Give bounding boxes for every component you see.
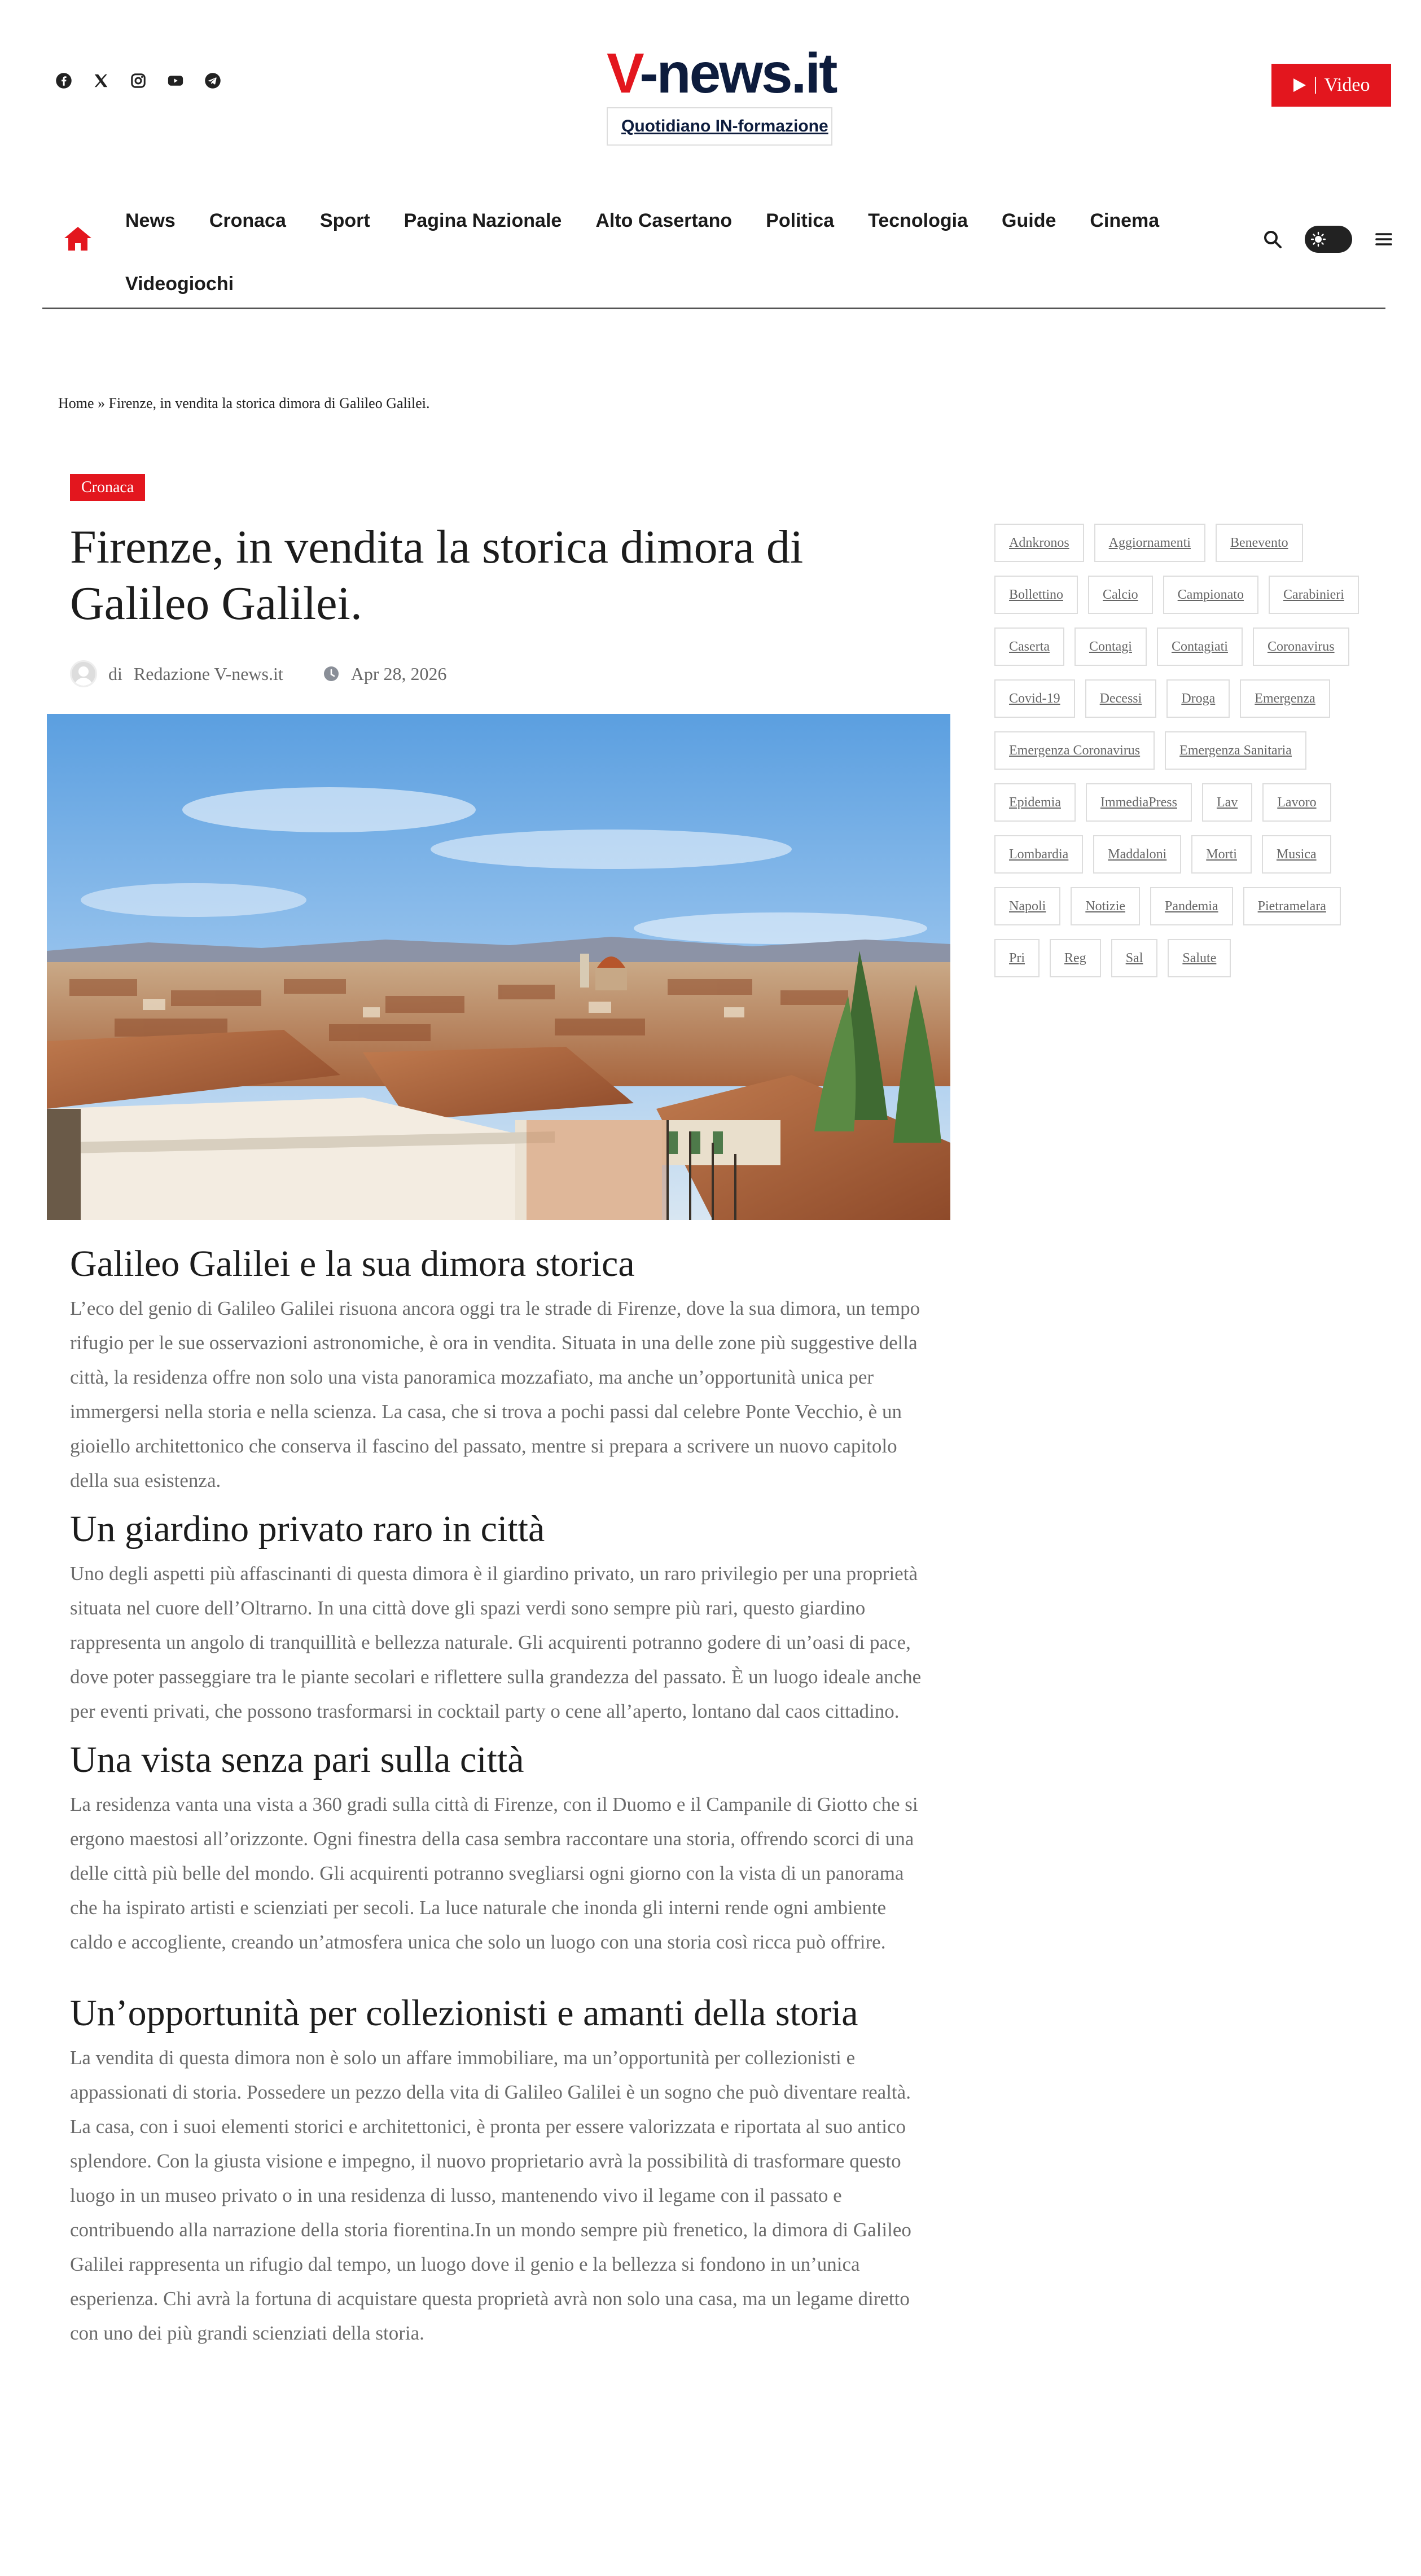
facebook-icon[interactable] xyxy=(55,72,72,89)
tag-maddaloni[interactable]: Maddaloni xyxy=(1093,835,1181,874)
nav-item-alto-casertano[interactable]: Alto Casertano xyxy=(595,209,733,231)
tag-lavoro[interactable]: Lavoro xyxy=(1262,783,1331,822)
dark-mode-toggle[interactable] xyxy=(1305,226,1352,253)
tag-contagiati[interactable]: Contagiati xyxy=(1157,627,1243,666)
sun-icon xyxy=(1310,231,1326,247)
tag-lombardia[interactable]: Lombardia xyxy=(994,835,1083,874)
tag-pietramelara[interactable]: Pietramelara xyxy=(1243,887,1341,925)
video-button[interactable] xyxy=(1271,64,1391,107)
section-heading-3: Una vista senza pari sulla città xyxy=(70,1739,524,1780)
header-divider xyxy=(42,308,1385,309)
telegram-icon[interactable] xyxy=(204,72,221,89)
main-nav-row-1 xyxy=(125,189,1164,252)
nav-item-politica[interactable]: Politica xyxy=(766,209,835,231)
nav-item-guide[interactable]: Guide xyxy=(1002,209,1056,231)
search-icon[interactable] xyxy=(1263,230,1282,249)
video-button-label: Video xyxy=(1324,74,1370,95)
nav-item-cronaca[interactable]: Cronaca xyxy=(209,209,286,231)
nav-item-videogiochi[interactable]: Videogiochi xyxy=(125,273,234,295)
author-avatar[interactable] xyxy=(70,660,97,687)
tag-morti[interactable]: Morti xyxy=(1191,835,1252,874)
tag-emergenza[interactable]: Emergenza xyxy=(1240,679,1330,718)
section-text-2: Uno degli aspetti più affascinanti di questa dimora è il giardino privato, un raro privilegio per una proprietà situata nel cuore dell’Oltrarno. In una città dove gli spazi verdi sono sempre più rari, questo giardino rappresenta un angolo di tranquillità e bellezza naturale. Gli acquirenti potranno godere di un’oasi di pace, dove poter passeggiare tra le piante secolari e riflettere sulla grandezza del passato. È un luogo ideale anche per eventi privati, che possono trasformarsi in cocktail party o cene all’aperto, lontano dal caos cittadino. xyxy=(70,1563,922,1722)
category-badge[interactable]: Cronaca xyxy=(70,474,145,501)
tag-salute[interactable]: Salute xyxy=(1168,939,1231,977)
tag-pandemia[interactable]: Pandemia xyxy=(1150,887,1233,925)
youtube-icon[interactable] xyxy=(167,72,184,89)
author-name[interactable]: Redazione V-news.it xyxy=(133,663,283,684)
tag-sal[interactable]: Sal xyxy=(1111,939,1158,977)
article-meta xyxy=(70,660,447,687)
play-icon xyxy=(1292,77,1307,93)
tag-campionato[interactable]: Campionato xyxy=(1163,576,1258,614)
tag-immediapress[interactable]: ImmediaPress xyxy=(1086,783,1192,822)
nav-item-pagina-nazionale[interactable]: Pagina Nazionale xyxy=(404,209,562,231)
author-prefix: di xyxy=(108,663,122,684)
tag-reg[interactable]: Reg xyxy=(1050,939,1101,977)
section-text-4: La vendita di questa dimora non è solo un affare immobiliare, ma un’opportunità per collezionisti e appassionati di storia. Possedere un pezzo della vita di Galileo Galilei è un sogno che può diventare realtà. La casa, con i suoi elementi storici e architettonici, è pronta per essere valorizzata e riportata al suo antico splendore. Con la giusta visione e impegno, il nuovo proprietario avrà la possibilità di trasformare questo luogo in un museo privato o in una residenza di lusso, mantenendo vivo il legame con il passato e contribuendo alla narrazione della storia fiorentina.In un mondo sempre più frenetico, la dimora di Galileo Galilei rappresenta un rifugio dal tempo, un luogo dove il genio e la bellezza si fondono in un’unica esperienza. Chi avrà la fortuna di acquistare questa proprietà avrà non solo una casa, ma un legame diretto con uno dei più grandi scienziati della storia. xyxy=(70,2047,911,2344)
section-heading-1: Galileo Galilei e la sua dimora storica xyxy=(70,1243,635,1284)
video-button-divider xyxy=(1315,77,1316,94)
site-logo[interactable] xyxy=(607,42,836,135)
tag-napoli[interactable]: Napoli xyxy=(994,887,1060,925)
tag-droga[interactable]: Droga xyxy=(1166,679,1230,718)
x-icon[interactable] xyxy=(93,72,109,89)
logo-text: -news.it xyxy=(639,42,836,105)
tag-bollettino[interactable]: Bollettino xyxy=(994,576,1078,614)
tag-notizie[interactable]: Notizie xyxy=(1071,887,1140,925)
instagram-icon[interactable] xyxy=(130,72,147,89)
tag-decessi[interactable]: Decessi xyxy=(1085,679,1157,718)
home-icon[interactable] xyxy=(63,226,93,252)
section-text-1: L’eco del genio di Galileo Galilei risuona ancora oggi tra le strade di Firenze, dove la sua dimora, un tempo rifugio per le sue osservazioni astronomiche, è ora in vendita. Situata in una delle zone più suggestive della città, la residenza offre non solo una vista panoramica mozzafiato, ma anche un’opportunità unica per immergersi nella storia e nella scienza. La casa, che si trova a pochi passi dal celebre Ponte Vecchio, è un gioiello architettonico che conserva il fascino del passato, mentre si prepara a scrivere un nuovo capitolo della sua esistenza. xyxy=(70,1297,920,1491)
tag-coronavirus[interactable]: Coronavirus xyxy=(1253,627,1349,666)
nav-item-tecnologia[interactable]: Tecnologia xyxy=(868,209,968,231)
logo-v: V xyxy=(607,42,640,105)
tag-emergenza-sanitaria[interactable]: Emergenza Sanitaria xyxy=(1165,731,1306,770)
tag-adnkronos[interactable]: Adnkronos xyxy=(994,524,1084,562)
logo-tagline: Quotidiano IN-formazione xyxy=(607,107,832,146)
menu-icon[interactable] xyxy=(1375,231,1393,247)
tag-caserta[interactable]: Caserta xyxy=(994,627,1064,666)
section-text-3: La residenza vanta una vista a 360 gradi sulla città di Firenze, con il Duomo e il Campanile di Giotto che si ergono maestosi all’orizzonte. Ogni finestra della casa sembra raccontare una storia, offrendo scorci di una delle città più belle del mondo. Gli acquirenti potranno svegliarsi ogni giorno con la vista di un panorama che ha ispirato artisti e scienziati per secoli. La luce naturale che inonda gli interni rende ogni ambiente caldo e accogliente, creando un’atmosfera unica che solo un luogo con una storia così ricca può offrire. xyxy=(70,1793,918,1953)
section-heading-2: Un giardino privato raro in città xyxy=(70,1508,545,1550)
nav-item-sport[interactable]: Sport xyxy=(319,209,370,231)
breadcrumb[interactable]: Home » Firenze, in vendita la storica dimora di Galileo Galilei. xyxy=(58,395,430,411)
article-hero-image xyxy=(47,714,950,1220)
tag-covid-19[interactable]: Covid-19 xyxy=(994,679,1075,718)
section-heading-4: Un’opportunità per collezionisti e amanti della storia xyxy=(70,1993,858,2034)
tag-carabinieri[interactable]: Carabinieri xyxy=(1269,576,1359,614)
main-nav-row-2 xyxy=(125,252,1164,315)
article-title: Firenze, in vendita la storica dimora di Galileo Galilei. xyxy=(70,521,804,630)
tag-contagi[interactable]: Contagi xyxy=(1074,627,1147,666)
main-nav xyxy=(125,189,1164,315)
tag-pri[interactable]: Pri xyxy=(994,939,1040,977)
social-links xyxy=(55,72,221,89)
nav-item-cinema[interactable]: Cinema xyxy=(1090,209,1160,231)
header-tools xyxy=(1263,226,1393,253)
tag-calcio[interactable]: Calcio xyxy=(1088,576,1153,614)
tag-aggiornamenti[interactable]: Aggiornamenti xyxy=(1094,524,1205,562)
tag-lav[interactable]: Lav xyxy=(1202,783,1252,822)
tag-cloud xyxy=(994,524,1367,998)
tag-musica[interactable]: Musica xyxy=(1262,835,1331,874)
clock-icon xyxy=(323,665,340,682)
article-date[interactable]: Apr 28, 2026 xyxy=(350,663,447,684)
tag-benevento[interactable]: Benevento xyxy=(1216,524,1303,562)
section-spacer xyxy=(70,1968,928,1991)
article-body xyxy=(70,1241,928,2359)
nav-item-news[interactable]: News xyxy=(125,209,176,231)
tag-epidemia[interactable]: Epidemia xyxy=(994,783,1076,822)
tag-emergenza-coronavirus[interactable]: Emergenza Coronavirus xyxy=(994,731,1155,770)
